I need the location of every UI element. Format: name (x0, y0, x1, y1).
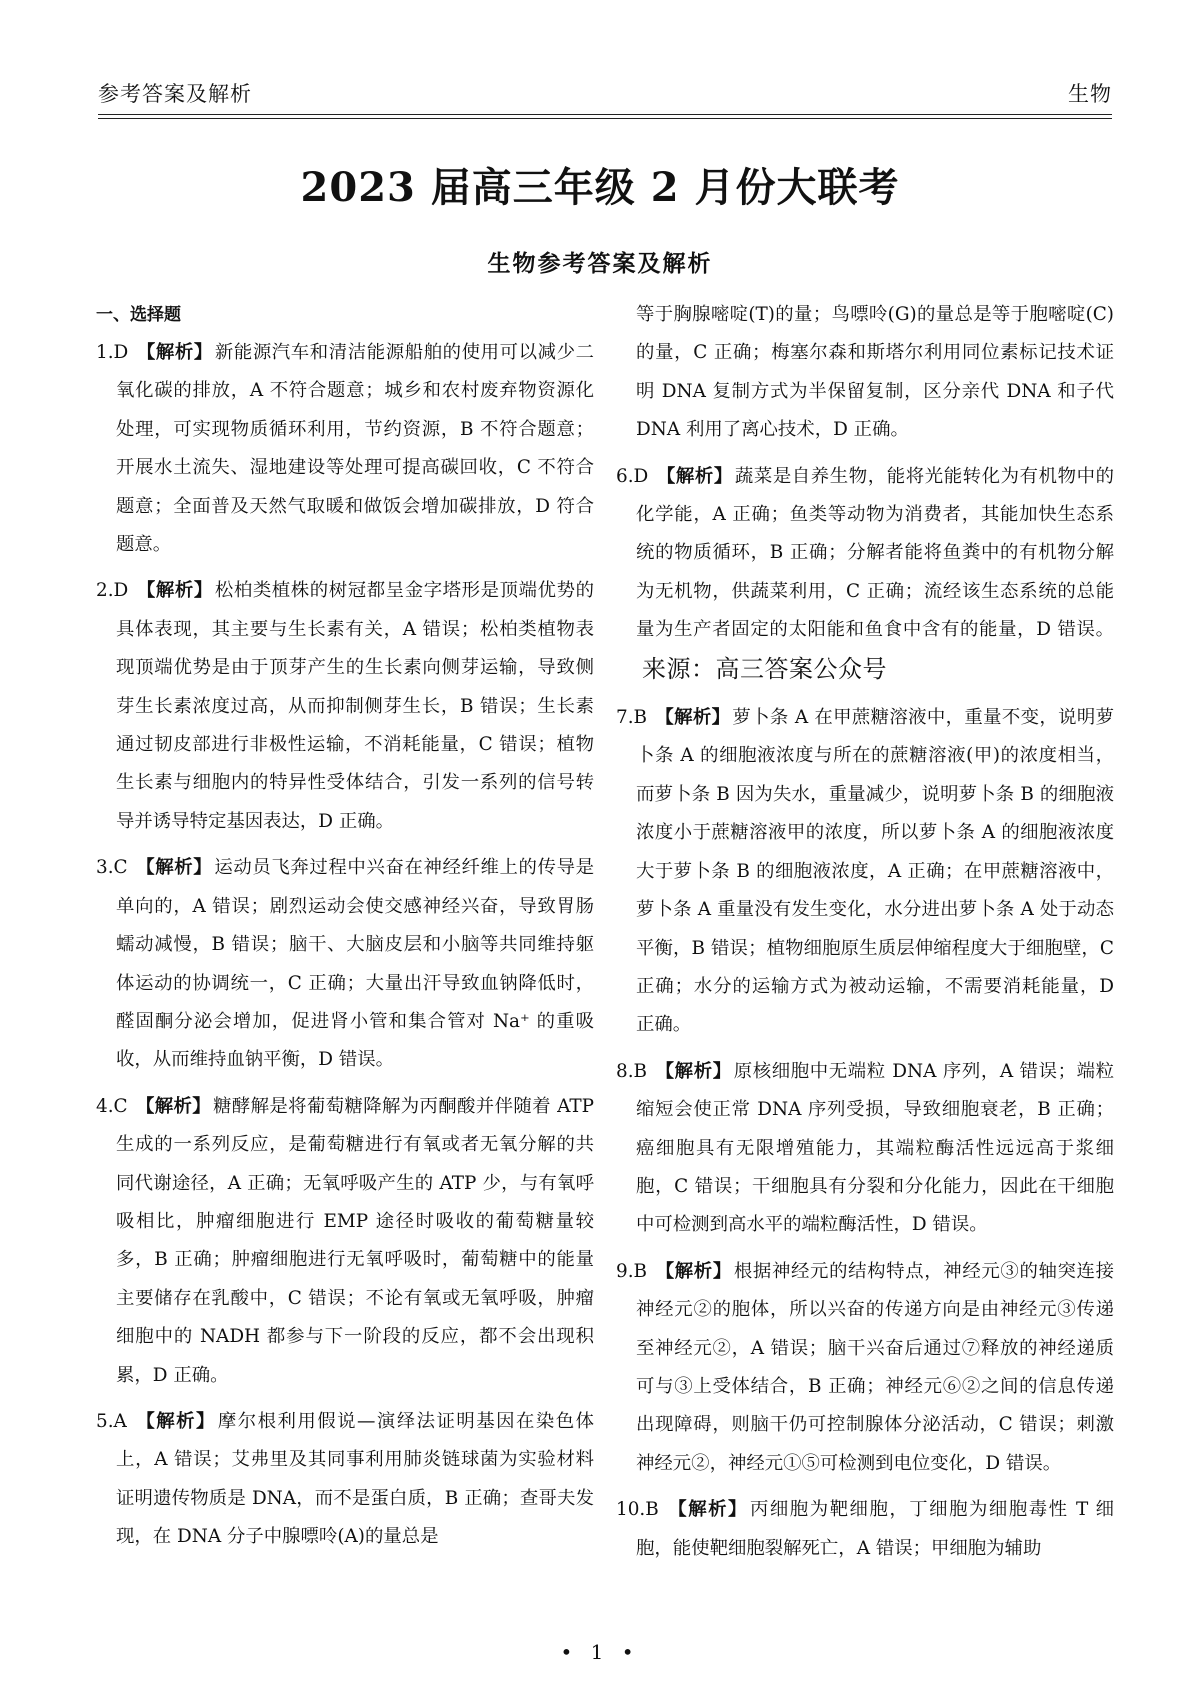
answer-item-9 (616, 1253, 1114, 1483)
analysis-tag: 【解析】 (655, 707, 731, 729)
header-left-title: 参考答案及解析 (98, 82, 252, 106)
document-title: 2023 届高三年级 2 月份大联考 (300, 164, 900, 211)
answer-item-4 (96, 1088, 594, 1395)
answer-explanation: 蔬菜是自养生物，能将光能转化为有机物中的化学能，A 正确；鱼类等动物为消费者，其能加快生态系统的物质循环，B 正确；分解者能将鱼粪中的有机物分解为无机物，供蔬菜利用，C 正确；流经该生态系统的总能量为生产者固定的太阳能和鱼食中含有的能量，D 错误。 (636, 465, 1114, 641)
analysis-tag: 【解析】 (666, 1499, 748, 1521)
answer-explanation: 运动员飞奔过程中兴奋在神经纤维上的传导是单向的，A 错误；剧烈运动会使交感神经兴奋，导致胃肠蠕动减慢，B 错误；脑干、大脑皮层和小脑等共同维持躯体运动的协调统一，C 正确；大量出汗导致血钠降低时，醛固酮分泌会增加，促进肾小管和集合管对 Na⁺ 的重吸收，从而维持血钠平衡，D 错误。 (116, 857, 594, 1071)
answer-explanation: 萝卜条 A 在甲蔗糖溶液中，重量不变，说明萝卜条 A 的细胞液浓度与所在的蔗糖溶液(甲)的浓度相当，而萝卜条 B 因为失水，重量减少，说明萝卜条 B 的细胞液浓度小于蔗糖溶液甲的浓度，所以萝卜条 A 的细胞液浓度大于萝卜条 B 的细胞液浓度，A 正确；在甲蔗糖溶液中，萝卜条 A 重量没有发生变化，水分进出萝卜条 A 处于动态平衡，B 错误；植物细胞原生质层伸缩程度大于细胞壁，C 正确；水分的运输方式为被动运输，不需要消耗能量，D 正确。 (636, 707, 1114, 1036)
answer-number: 5.A (96, 1410, 127, 1432)
answer-item-6 (616, 458, 1114, 691)
page-number: • 1 • (560, 1640, 640, 1664)
answer-number: 6.D (616, 465, 649, 487)
answer-item-2 (96, 572, 594, 841)
answer-number: 9.B (616, 1260, 648, 1282)
answer-item-7 (616, 699, 1114, 1045)
answer-number: 8.B (616, 1060, 648, 1082)
analysis-tag: 【解析】 (135, 1095, 212, 1117)
answer-explanation: 新能源汽车和清洁能源船舶的使用可以减少二氧化碳的排放，A 不符合题意；城乡和农村废弃物资源化处理，可实现物质循环利用，节约资源，B 不符合题意；开展水土流失、湿地建设等处理可提高碳回收，C 不符合题意；全面普及天然气取暖和做饭会增加碳排放，D 符合题意。 (116, 342, 594, 556)
answer-number: 4.C (96, 1095, 128, 1117)
analysis-tag: 【解析】 (655, 1060, 732, 1082)
answer-item-10 (616, 1491, 1114, 1568)
answer-explanation: 原核细胞中无端粒 DNA 序列，A 错误；端粒缩短会使正常 DNA 序列受损，导致细胞衰老，B 正确；癌细胞具有无限增殖能力，其端粒酶活性远远高于浆细胞，C 错误；干细胞具有分裂和分化能力，因此在干细胞中可检测到高水平的端粒酶活性，D 错误。 (636, 1060, 1114, 1236)
analysis-tag: 【解析】 (136, 342, 213, 363)
answer-explanation: 摩尔根利用假说—演绎法证明基因在染色体上，A 错误；艾弗里及其同事利用肺炎链球菌为实验材料证明遗传物质是 DNA，而不是蛋白质，B 正确；查哥夫发现，在 DNA 分子中腺嘌呤(A)的量总是 (116, 1410, 594, 1548)
answer-explanation: 丙细胞为靶细胞，丁细胞为细胞毒性 T 细胞，能使靶细胞裂解死亡，A 错误；甲细胞为辅助 (636, 1499, 1114, 1559)
answer-number: 10.B (616, 1499, 659, 1521)
document-subtitle: 生物参考答案及解析 (487, 251, 713, 277)
answer-number: 2.D (96, 580, 129, 602)
answer-item-8 (616, 1053, 1114, 1245)
left-column (96, 296, 594, 1565)
analysis-tag: 【解析】 (134, 1410, 216, 1432)
answer-number: 1.D (96, 342, 129, 363)
right-column (616, 296, 1114, 1576)
running-header (98, 78, 1112, 115)
answer-explanation: 糖酵解是将葡萄糖降解为丙酮酸并伴随着 ATP 生成的一系列反应，是葡萄糖进行有氧或者无氧分解的共同代谢途径，A 正确；无氧呼吸产生的 ATP 少，与有氧呼吸相比，肿瘤细胞进行 EMP 途径时吸收的葡萄糖量较多，B 正确；肿瘤细胞进行无氧呼吸时，葡萄糖中的能量主要储存在乳酸中，C 错误；不论有氧或无氧呼吸，肿瘤细胞中的 NADH 都参与下一阶段的反应，都不会出现积累，D 正确。 (116, 1095, 594, 1386)
answer-number: 7.B (616, 707, 648, 729)
answer-explanation: 根据神经元的结构特点，神经元③的轴突连接神经元②的胞体，所以兴奋的传递方向是由神经元③传递至神经元②，A 错误；脑干兴奋后通过⑦释放的神经递质可与③上受体结合，B 正确；神经元⑥②之间的信息传递出现障碍，则脑干仍可控制腺体分泌活动，C 错误；刺激神经元②，神经元①⑤可检测到电位变化，D 错误。 (636, 1260, 1114, 1474)
analysis-tag: 【解析】 (136, 580, 213, 602)
answer-item-5-continued: 等于胸腺嘧啶(T)的量；鸟嘌呤(G)的量总是等于胞嘧啶(C)的量，C 正确；梅塞尔森和斯塔尔利用同位素标记技术证明 DNA 复制方式为半保留复制，区分亲代 DNA 和子代 DNA 利用了离心技术，D 正确。 (636, 304, 1114, 441)
analysis-tag: 【解析】 (656, 465, 733, 487)
header-subject: 生物 (1068, 82, 1112, 106)
answer-item-1 (96, 334, 594, 564)
section-heading: 一、选择题 (96, 305, 181, 325)
analysis-tag: 【解析】 (135, 857, 213, 879)
answer-explanation: 松柏类植株的树冠都呈金字塔形是顶端优势的具体表现，其主要与生长素有关，A 错误；松柏类植物表现顶端优势是由于顶芽产生的生长素向侧芽运输，导致侧芽生长素浓度过高，从而抑制侧芽生长，B 错误；生长素通过韧皮部进行非极性运输，不消耗能量，C 错误；植物生长素与细胞内的特异性受体结合，引发一系列的信号转导并诱导特定基因表达，D 正确。 (116, 580, 594, 832)
answer-number: 3.C (96, 857, 128, 879)
source-watermark: 来源：高三答案公众号 (642, 654, 887, 683)
answer-item-5 (96, 1403, 594, 1557)
analysis-tag: 【解析】 (655, 1260, 732, 1282)
answer-item-3 (96, 849, 594, 1079)
